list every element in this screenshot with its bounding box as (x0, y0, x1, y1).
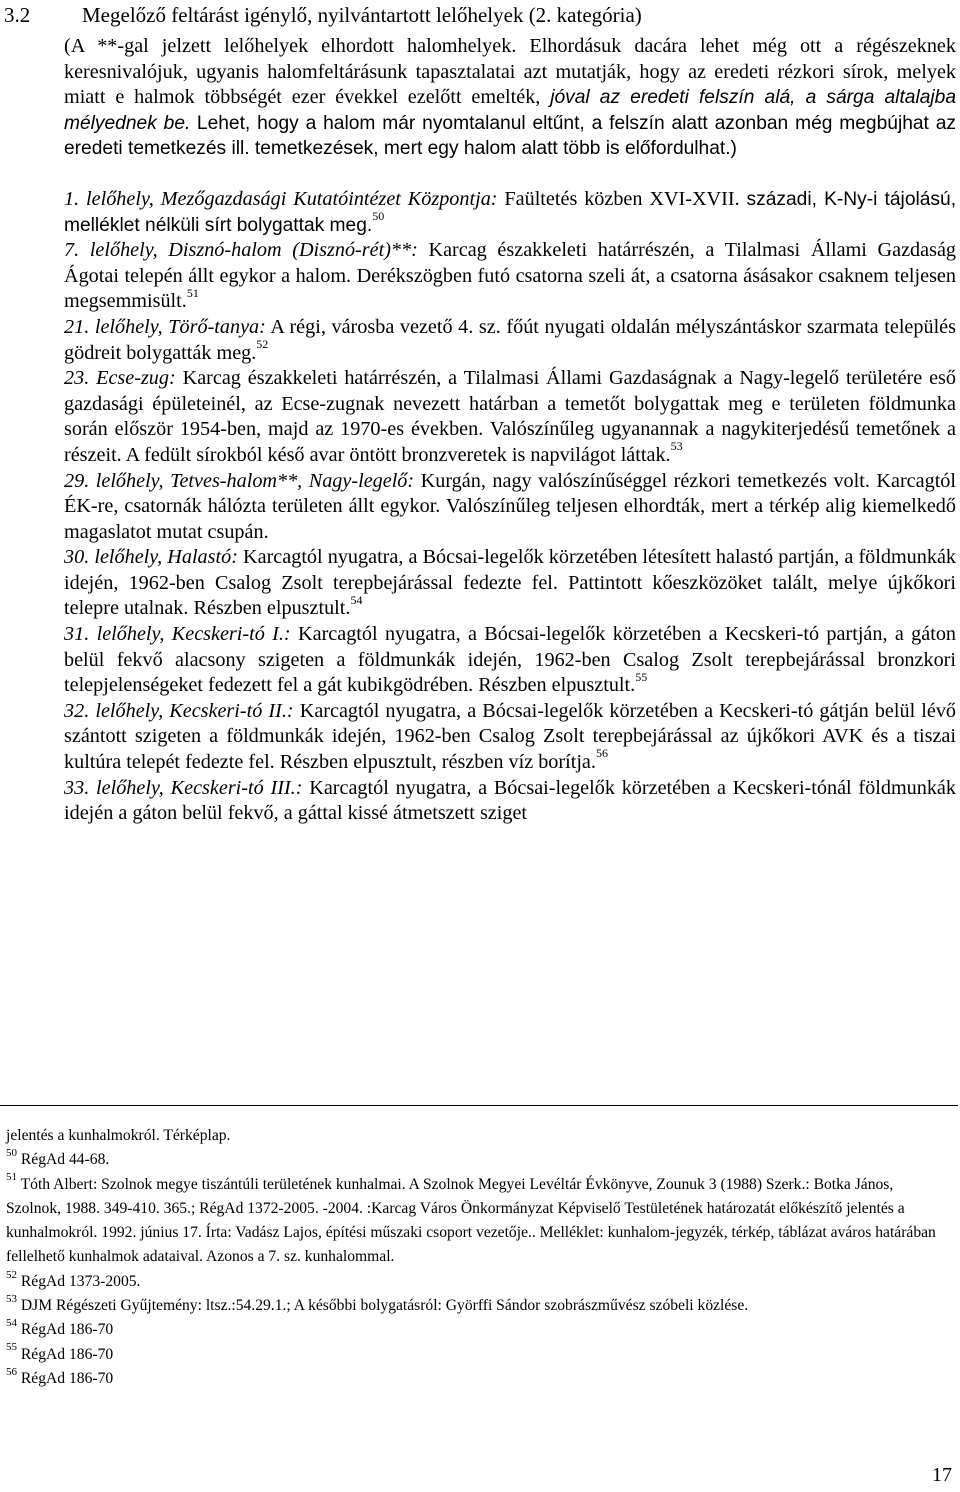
body-text (64, 34, 956, 827)
footnote-divider (0, 1105, 958, 1106)
footnote-text: jelentés a kunhalmokról. Térképlap. (6, 1127, 231, 1144)
footnote-number: 55 (6, 1341, 17, 1354)
site-label: lelőhely, Disznó-halom (Disznó-rét)**: (89, 239, 418, 262)
footnote-text: RégAd 186-70 (20, 1369, 114, 1387)
site-number: 23. (64, 367, 90, 390)
footnote (6, 1294, 946, 1318)
page-number: 17 (932, 1464, 952, 1486)
site-number: 1. (64, 187, 80, 210)
site-entry (64, 776, 956, 827)
site-number: 7. (64, 239, 80, 262)
footnote-ref[interactable]: 55 (635, 669, 648, 684)
footnote-number: 51 (6, 1171, 17, 1184)
footnote-ref[interactable]: 50 (372, 208, 385, 223)
footnote (6, 1367, 946, 1391)
footnote-number: 50 (6, 1147, 17, 1160)
site-number: 29. (64, 469, 90, 492)
site-label: lelőhely, Mezőgazdasági Kutatóintézet Központja: (86, 187, 498, 210)
footnote (6, 1148, 946, 1172)
footnote-text: RégAd 44-68. (20, 1151, 110, 1169)
footnote (6, 1318, 946, 1342)
footnote-number: 52 (6, 1268, 17, 1281)
site-description: Karcag északkeleti határrészén, a Tilalmasi Állami Gazdaságnak a Nagy-legelő területére eső gazdasági épületeinél, az Ecse-zugnak nevezett határban a temetőt bolygattak meg e területen földmunka során először 1954-ben, majd az 1970-es években. Valószínűleg ugyanannak a nagykiterjedésű temetőnek a részeit. A fedült sírokból késő avar öntött bronzveretek is napvilágot láttak. (64, 367, 957, 466)
site-description: Karcagtól nyugatra, a Bócsai-legelők körzetében a Kecskeri-tó gátján belül lévő szántott szigeten a földmunkák idején, 1962-ben Csalog Zsolt terepbejárással az újkőkori AVK és a tiszai kultúra telepét fedezte fel. Részben elpusztult, részben víz borítja. (64, 699, 957, 774)
footnote-text: RégAd 186-70 (20, 1321, 114, 1339)
site-entry (64, 469, 956, 546)
section-heading (4, 2, 642, 28)
site-label: lelőhely, Kecskeri-tó I.: (96, 623, 291, 646)
site-entry (64, 238, 956, 315)
footnote (6, 1270, 946, 1294)
site-entry (64, 187, 956, 238)
site-label: lelőhely, Kecskeri-tó III.: (96, 776, 303, 799)
site-entry (64, 315, 956, 366)
footnote-ref[interactable]: 51 (186, 285, 199, 300)
footnote-number: 54 (6, 1317, 17, 1330)
footnote (6, 1173, 946, 1270)
site-entry (64, 699, 956, 776)
site-entry (64, 622, 956, 699)
footnote-text: RégAd 1373-2005. (20, 1272, 141, 1290)
footnote-ref[interactable]: 56 (595, 746, 608, 761)
site-label: Ecse-zug: (96, 367, 176, 390)
site-label: lelőhely, Tetves-halom**, Nagy-legelő: (95, 469, 415, 492)
site-description: Faültetés közben XVI-XVII. (504, 187, 740, 210)
footnote (6, 1124, 946, 1148)
section-title: Megelőző feltárást igénylő, nyilvántartott lelőhelyek (2. kategória) (82, 3, 642, 27)
footnote-text: Tóth Albert: Szolnok megye tiszántúli területének kunhalmai. A Szolnok Megyei Levéltár Évkönyve, Zounuk 3 (1988) Szerk.: Botka János, Szolnok, 1988. 349-410. 365.; RégAd 1372-2005. -2004. :Karcag Város Önkormányzat Képviselő Testületének határozatát előkészítő jelentés a kunhalmokról. 1992. június 17. Írta: Vadász Lajos, építési műszaki csoport vezetője.. Melléklet: kunhalom-jegyzék, térkép, táblázat aváros határában fellelhető kunhalmok adataival. Azonos a 7. sz. kunhalommal. (6, 1175, 936, 1266)
site-number: 21. (64, 315, 90, 338)
footnote-text: DJM Régészeti Gyűjtemény: ltsz.:54.29.1.; A későbbi bolygatásról: Györffi Sándor szobrászművész szóbeli közlése. (20, 1297, 749, 1315)
section-number: 3.2 (4, 3, 31, 27)
site-entry (64, 545, 956, 622)
site-number: 33. (64, 776, 90, 799)
site-description: Karcagtól nyugatra, a Bócsai-legelők körzetében a Kecskeri-tó partján, a gáton belül fekvő alacsony szigeten a földmunkák idején, 1962-ben Csalog Zsolt terepbejárással bronzkori telepjelenségeket fedezett fel a gát kubikgödrében. Részben elpusztult. (64, 623, 957, 697)
site-number: 31. (64, 623, 90, 646)
site-description: Karcag északkeleti határrészén, a Tilalmasi Állami Gazdaság Ágotai telepén állt egykor a halom. Derékszögben futó csatorna szeli át, a csatorna ásásakor csaknem teljesen megsemmisült. (64, 239, 957, 313)
site-number: 32. (64, 699, 90, 722)
site-description: A régi, városba vezető 4. sz. főút nyugati oldalán mélyszántáskor szarmata település gödreit bolygatták meg. (64, 315, 957, 364)
site-number: 30. (64, 546, 90, 569)
intro-paragraph (64, 34, 956, 162)
footnote-ref[interactable]: 53 (670, 439, 683, 454)
footnote-number: 56 (6, 1365, 17, 1378)
site-description: Karcagtól nyugatra, a Bócsai-legelők körzetében a Kecskeri-tónál földmunkák idején a gáton belül fekvő, a gáttal kissé átmetszett sziget (64, 776, 956, 825)
intro-part-3: Lehet, hogy a halom már nyomtalanul eltűnt, a felszín alatt azonban még megbújhat az eredeti temetkezés ill. temetkezések, mert egy halom alatt több is előfordulhat.) (64, 112, 957, 160)
site-description: Kurgán, nagy valószínűséggel rézkori temetkezés volt. Karcagtól ÉK-re, csatornák hálózta területen állt egykor. Valószínűleg teljesen elhordták, mert a térkép alig kiemelkedő magaslatot mutat csupán. (64, 469, 957, 543)
site-description: Karcagtól nyugatra, a Bócsai-legelők körzetében létesített halastó partján, a földmunkák idején, 1962-ben Csalog Zsolt terepbejárással fedezte fel. Pattintott kőeszközöket talált, melye újkőkori telepre utalnak. Részben elpusztult. (64, 546, 957, 620)
intro-part-1: (A **-gal jelzett lelőhelyek elhordott halomhelyek. Elhordásuk dacára lehet még ott a régészeknek keresnivalójuk, ugyanis halomfeltárásunk tapasztalatai azt mutatják, hogy az eredeti rézkori sírok, melyek miatt e halmok többségét ezer évekkel ezelőtt emelték, (64, 35, 956, 109)
footnote-number: 53 (6, 1292, 17, 1305)
footnote-text: RégAd 186-70 (20, 1345, 114, 1363)
intro-part-2: jóval az eredeti felszín alá, a sárga altalajba mélyednek be. (64, 87, 956, 134)
footnote-ref[interactable]: 52 (256, 336, 269, 351)
site-label: lelőhely, Törő-tanya: (94, 315, 266, 338)
site-label: lelőhely, Halastó: (94, 546, 238, 569)
site-entry (64, 366, 956, 468)
site-description-cont: századi, K-Ny-i tájolású, melléklet nélküli sírt bolygattak meg. (64, 188, 957, 236)
site-label: lelőhely, Kecskeri-tó II.: (95, 699, 294, 722)
footnote (6, 1343, 946, 1367)
footnote-ref[interactable]: 54 (350, 592, 363, 607)
footnotes (6, 1124, 946, 1391)
